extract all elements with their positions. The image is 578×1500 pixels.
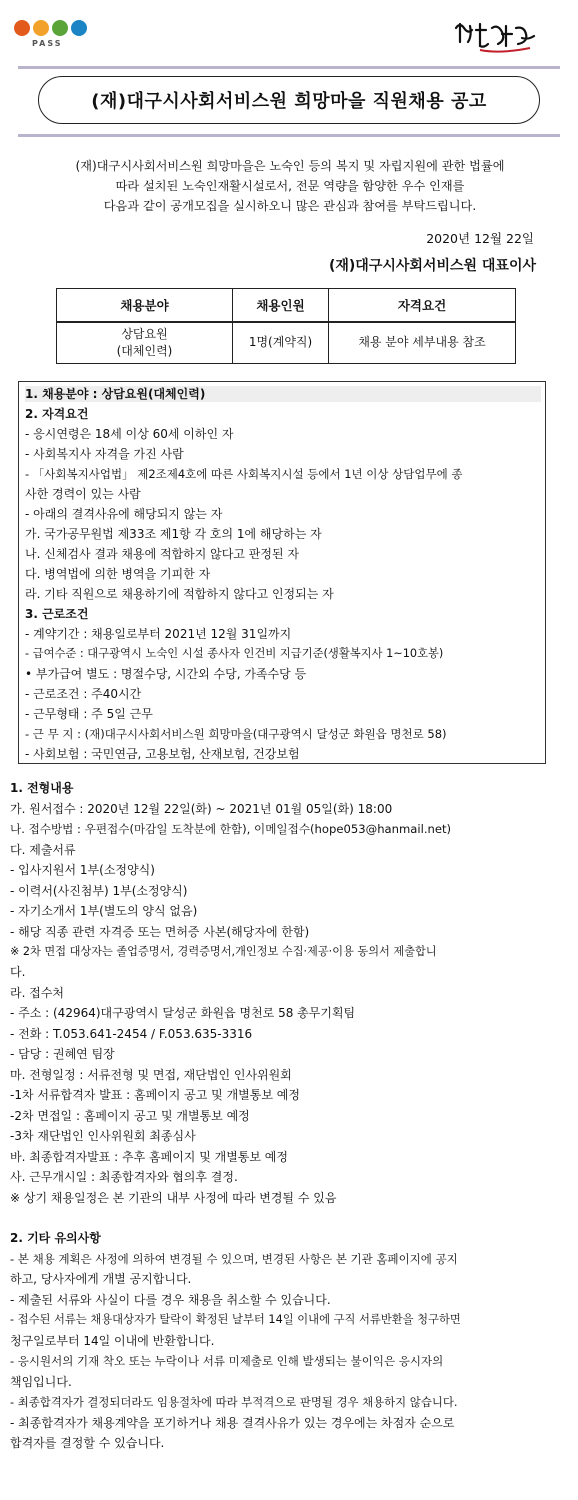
cell-line: 상담요원 <box>121 326 168 341</box>
section-line: - 해당 직종 관련 자격증 또는 면허증 사본(해당자에 한함) <box>10 925 310 939</box>
section-line: 가. 원서접수 : 2020년 12월 22일(화) ~ 2021년 01월 05일(화) 18:00 <box>10 802 393 816</box>
table-cell <box>57 322 233 364</box>
cell-line: (대체인력) <box>116 343 173 358</box>
section-line: -2차 면접일 : 홈페이지 공고 및 개별통보 예정 <box>10 1109 250 1123</box>
logo-text: PASS <box>32 39 63 48</box>
section-line: 마. 전형일정 : 서류전형 및 면접, 재단법인 인사위원회 <box>10 1068 292 1082</box>
section-line: - 이력서(사진첨부) 1부(소정양식) <box>10 884 188 898</box>
section-line: ※ 상기 채용일정은 본 기관의 내부 사정에 따라 변경될 수 있음 <box>10 1191 337 1205</box>
intro-line: 다음과 같이 공개모집을 실시하오니 많은 관심과 참여를 부탁드립니다. <box>103 199 477 213</box>
box-line: - 근무형태 : 주 5일 근무 <box>25 707 153 721</box>
section-line: 청구일로부터 14일 이내에 반환합니다. <box>10 1334 215 1348</box>
box-line: 나. 신체검사 결과 채용에 적합하지 않다고 판정된 자 <box>25 547 299 561</box>
section-line: - 전화 : T.053.641-2454 / F.053.635-3316 <box>10 1027 253 1041</box>
section-line: - 자기소개서 1부(별도의 양식 없음) <box>10 904 198 918</box>
box-line: 3. 근로조건 <box>25 607 89 621</box>
box-line: 라. 기타 직원으로 채용하기에 적합하지 않다고 인정되는 자 <box>25 587 334 601</box>
box-line: - 급여수준 : 대구광역시 노숙인 시설 종사자 인건비 지급기준(생활복지사 1~10호봉) <box>25 647 444 660</box>
section-line: - 제출된 서류와 사실이 다를 경우 채용을 취소할 수 있습니다. <box>10 1293 331 1307</box>
section-line: 다. 제출서류 <box>10 843 76 857</box>
intro-line: (재)대구시사회서비스원 희망마을은 노숙인 등의 복지 및 자립지원에 관한 법률에 <box>75 159 505 173</box>
box-line: - 근 무 지 : (재)대구시사회서비스원 희망마을(대구광역시 달성군 화원읍 명천로 58) <box>25 727 447 741</box>
logo-circle-icon <box>52 20 68 36</box>
box-line: 가. 국가공무원법 제33조 제1항 각 호의 1에 해당하는 자 <box>25 527 322 541</box>
table-cell: 채용 분야 세부내용 참조 <box>329 322 516 364</box>
box-line: - 응시연령은 18세 이상 60세 이하인 자 <box>25 427 234 441</box>
details-box <box>18 381 546 764</box>
issuer-name: (재)대구시사회서비스원 대표이사 <box>328 258 536 274</box>
logo-circle-icon <box>14 20 30 36</box>
section-line: - 주소 : (42964)대구광역시 달성군 화원읍 명천로 58 총무기획팀 <box>10 1006 356 1020</box>
table-cell: 1명(계약직) <box>233 322 329 364</box>
box-line: - 계약기간 : 채용일로부터 2021년 12월 31일까지 <box>25 627 292 641</box>
section-line: 사. 근무개시일 : 최종합격자와 협의후 결정. <box>10 1170 238 1184</box>
section-heading: 2. 기타 유의사항 <box>10 1231 101 1245</box>
table-header: 채용분야 <box>57 289 233 322</box>
logo-circle-icon <box>71 20 87 36</box>
box-line: • 부가급여 별도 : 명절수당, 시간외 수당, 가족수당 등 <box>25 667 307 681</box>
page-title: (재)대구시사회서비스원 희망마을 직원채용 공고 <box>38 76 540 124</box>
box-line: 사한 경력이 있는 사람 <box>25 487 141 501</box>
section-line: 책임입니다. <box>10 1375 72 1389</box>
section-line: -1차 서류합격자 발표 : 홈페이지 공고 및 개별통보 예정 <box>10 1088 300 1102</box>
box-line <box>25 386 541 402</box>
daegu-slogan-logo <box>450 18 540 58</box>
section-line: -3차 재단법인 인사위원회 최종심사 <box>10 1129 196 1143</box>
table-header: 채용인원 <box>233 289 329 322</box>
box-line: - 사회복지사 자격을 가진 사람 <box>25 447 184 461</box>
title-rule <box>18 134 560 137</box>
section-line: 합격자를 결정할 수 있습니다. <box>10 1436 165 1450</box>
section-line: 라. 접수처 <box>10 986 64 1000</box>
intro-paragraph <box>40 156 540 216</box>
box-line: - 사회보험 : 국민연금, 고용보험, 산재보험, 건강보험 <box>25 747 300 761</box>
intro-line: 따라 설치된 노숙인재활시설로서, 전문 역량을 함양한 우수 인재를 <box>115 179 465 193</box>
section-line: - 입사지원서 1부(소정양식) <box>10 863 155 877</box>
section-line: - 본 채용 계획은 사정에 의하여 변경될 수 있으며, 변경된 사항은 본 기관 홈페이지에 공지 <box>10 1252 458 1266</box>
section-line: 바. 최종합격자발표 : 추후 홈페이지 및 개별통보 예정 <box>10 1150 288 1164</box>
box-line: - 「사회복지사업법」 제2조제4호에 따른 사회복지시설 등에서 1년 이상 상담업무에 종 <box>25 467 463 481</box>
slogan-calligraphy-icon <box>450 18 540 58</box>
summary-table <box>56 288 516 364</box>
section-line: 다. <box>10 965 26 979</box>
box-line: - 아래의 결격사유에 해당되지 않는 자 <box>25 507 223 521</box>
section-line: - 최종합격자가 채용계약을 포기하거나 채용 결격사유가 있는 경우에는 차점자 순으로 <box>10 1416 455 1430</box>
section-line: 하고, 당사자에게 개별 공지합니다. <box>10 1272 192 1286</box>
table-header: 자격요건 <box>329 289 516 322</box>
section-line: - 담당 : 권혜연 팀장 <box>10 1047 115 1061</box>
section-line: - 접수된 서류는 채용대상자가 탈락이 확정된 날부터 14일 이내에 구직 서류반환을 청구하면 <box>10 1313 461 1326</box>
section-line: ※ 2차 면접 대상자는 졸업증명서, 경력증명서,개인정보 수집·제공·이용 동의서 제출합니 <box>10 945 437 958</box>
section-line: - 최종합격자가 결정되더라도 임용절차에 따라 부적격으로 판명될 경우 채용하지 않습니다. <box>10 1395 458 1409</box>
box-line: - 근로조건 : 주40시간 <box>25 687 142 701</box>
section-line: 나. 접수방법 : 우편접수(마감일 도착분에 한함), 이메일접수(hope053@hanmail.net) <box>10 822 452 836</box>
section-heading: 1. 전형내용 <box>10 781 74 795</box>
box-line: 다. 병역법에 의한 병역을 기피한 자 <box>25 567 211 581</box>
pass-logo <box>14 20 88 56</box>
logo-circle-icon <box>33 20 49 36</box>
box-line-text: 1. 채용분야 : 상담요원(대체인력) <box>25 387 206 401</box>
notice-date: 2020년 12월 22일 <box>426 231 534 246</box>
section-line: - 응시원서의 기재 착오 또는 누락이나 서류 미제출로 인해 발생되는 불이익은 응시자의 <box>10 1354 444 1368</box>
box-line: 2. 자격요건 <box>25 407 89 421</box>
top-rule <box>18 66 560 69</box>
